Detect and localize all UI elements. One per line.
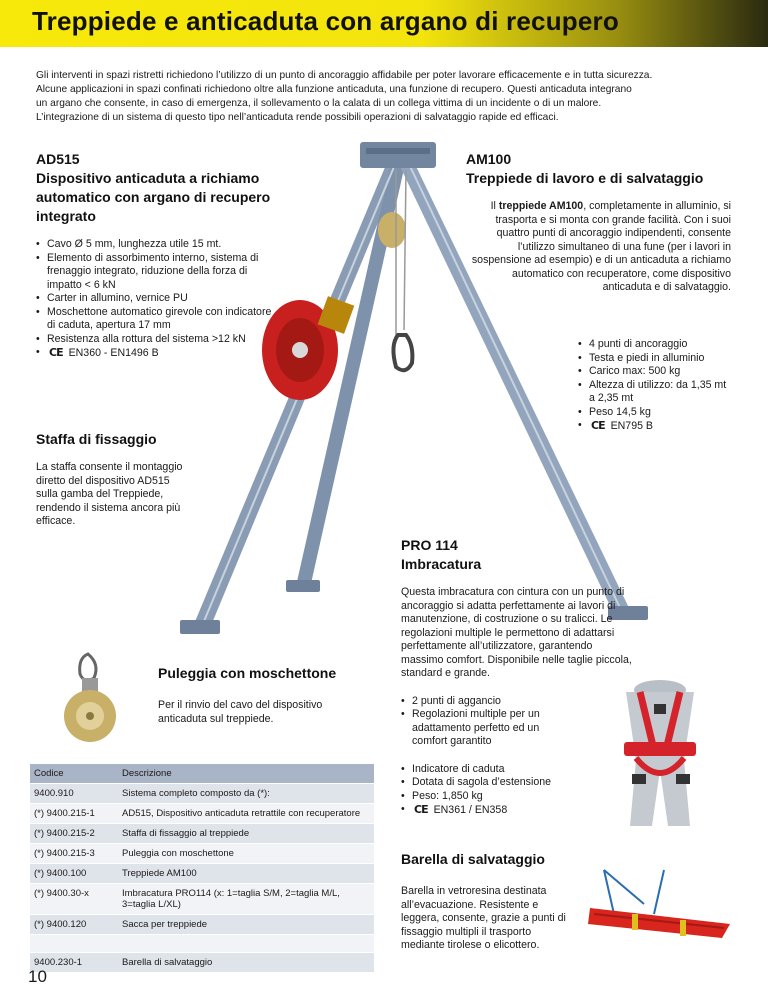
tripod-foot [286,580,320,592]
list-item: • 2 punti di aggancio [401,695,571,709]
list-item: • Peso: 1,850 kg [401,790,601,804]
norm-text: EN361 / EN358 [433,804,508,816]
list-item: • Carico max: 500 kg [578,365,728,379]
column-header: Codice [30,764,118,784]
am100-section [466,150,731,188]
list-item: • Regolazioni multiple per un adattamento perfetto ed un comfort garantito [401,708,571,749]
ad515-section [36,150,286,361]
list-item: • Altezza di utilizzo: da 1,35 mt a 2,35 mt [578,379,728,406]
intro-line: Gli interventi in spazi ristretti richiedono l’utilizzo di un punto di ancoraggio affidabile per poter lavorare efficacemente e in tutta sicurezza. [36,70,653,81]
table-row: (*) 9400.100 Treppiede AM100 [30,864,374,884]
pro114-features-b [401,763,601,818]
intro-line: Alcune applicazioni in spazi confinati richiedono oltre alla funzione anticaduta, una funzione di recupero. Questi anticaduta integrano [36,84,632,95]
puleggia-title: Puleggia con moschettone [158,665,337,681]
intro-line: L’integrazione di un sistema di questo tipo nell’anticaduta rende possibili operazioni di salvataggio rapide ed efficaci. [36,112,559,123]
list-item [578,419,728,434]
list-item: • Elemento di assorbimento interno, sistema di frenaggio integrato, riduzione della forza di impatto < 6 kN [36,252,274,293]
list-item: • Testa e piedi in alluminio [578,352,728,366]
ce-mark: CE [49,346,63,359]
list-item: • Peso 14,5 kg [578,406,728,420]
list-item [36,346,274,361]
pro114-text: Questa imbracatura con cintura con un punto di ancoraggio si adatta perfettamente ai lavori di manutenzione, di costruzione o su tralicci. Le regolazioni multiple le permettono di adattarsi perfettamente all’utilizzatore, garantendo massimo comfort. Disponibile nelle taglie piccola, standard e grande. [401,586,632,679]
norm-text: EN795 B [610,420,653,432]
ce-mark: CE [591,419,605,432]
harness-illustration [596,650,726,830]
list-item: • Indicatore di caduta [401,763,601,777]
tripod-foot [180,620,220,634]
header-banner [0,0,768,47]
pro114-features-a [401,695,571,749]
list-item: • Carter in allumino, vernice PU [36,292,274,306]
ad515-code: AD515 [36,151,80,167]
am100-description: Il treppiede AM100, completamente in alluminio, si trasporta e si monta con grande facilità. Con i suoi quattro punti di ancoraggio indipendenti, consente l’utilizzo simultaneo di una fune (per i lavori in sospensione ad esempio) e di un anticaduta a richiamo automatico con recuperatore, come dispositivo anticaduta e di salvataggio. [471,200,731,293]
staffa-text: La staffa consente il montaggio diretto del dispositivo AD515 sulla gamba del Treppiede, rendendo il sistema ancora più efficace. [36,461,183,527]
barella-text: Barella in vetroresina destinata all’evacuazione. Resistente e leggera, consente, grazie a punti di fissaggio multipli il trasporto mediante tirolese o elicottero. [401,885,566,951]
am100-bold-name: treppiede AM100 [498,200,584,212]
page-number: 10 [28,967,47,986]
pro114-code: PRO 114 [401,537,458,553]
am100-features [578,338,728,434]
hanging-carabiner [393,335,412,370]
table-row: (*) 9400.30-x Imbracatura PRO114 (x: 1=taglia S/M, 2=taglia M/L, 3=taglia L/XL) [30,884,374,915]
table-header-row [30,764,374,784]
list-item: • Cavo Ø 5 mm, lunghezza utile 15 mt. [36,238,274,252]
list-item: • Resistenza alla rottura del sistema >12 kN [36,333,274,347]
puleggia-section [158,664,378,726]
harness-belt [624,742,696,756]
staffa-title: Staffa di fissaggio [36,431,157,447]
list-item [401,803,601,818]
barella-section [401,850,581,953]
list-item: • 4 punti di ancoraggio [578,338,728,352]
table-row: (*) 9400.215-2 Staffa di fissaggio al treppiede [30,824,374,844]
stretcher-illustration [584,864,734,954]
head-pulley [378,212,406,248]
puleggia-text: Per il rinvio del cavo del dispositivo anticaduta sul treppiede. [158,699,323,725]
am100-title: Treppiede di lavoro e di salvataggio [466,170,704,186]
am100-code: AM100 [466,151,512,167]
pulley-illustration [62,650,120,750]
barella-title: Barella di salvataggio [401,851,545,867]
table-row: 9400.910 Sistema completo composto da (*): [30,784,374,804]
list-item: • Moschettone automatico girevole con indicatore di caduta, apertura 17 mm [36,306,274,333]
norm-text: EN360 - EN1496 B [68,347,159,359]
intro-text [36,69,736,125]
table-row: (*) 9400.120 Sacca per treppiede [30,915,374,935]
pro114-title: Imbracatura [401,556,482,572]
tripod-head [360,142,436,168]
stretcher-body [588,908,730,938]
table-row: (*) 9400.215-1 AD515, Dispositivo anticaduta retrattile con recuperatore [30,804,374,824]
page-title: Treppiede e anticaduta con argano di recupero [32,6,619,36]
table-row [30,935,374,953]
table-row: 9400.230-1 Barella di salvataggio [30,953,374,973]
pulley-carabiner [80,654,96,680]
list-item: • Dotata di sagola d’estensione [401,776,601,790]
intro-line: un argano che consente, in caso di emergenza, il sollevamento o la calata di un collega vittima di un incidente o di un malore. [36,98,602,109]
ad515-features [36,238,274,361]
table-row: (*) 9400.215-3 Puleggia con moschettone [30,844,374,864]
product-codes-table [30,764,374,973]
staffa-section [36,430,186,529]
ce-mark: CE [414,803,428,816]
ad515-title: Dispositivo anticaduta a richiamo automatico con argano di recupero integrato [36,170,271,224]
column-header: Descrizione [118,764,374,784]
